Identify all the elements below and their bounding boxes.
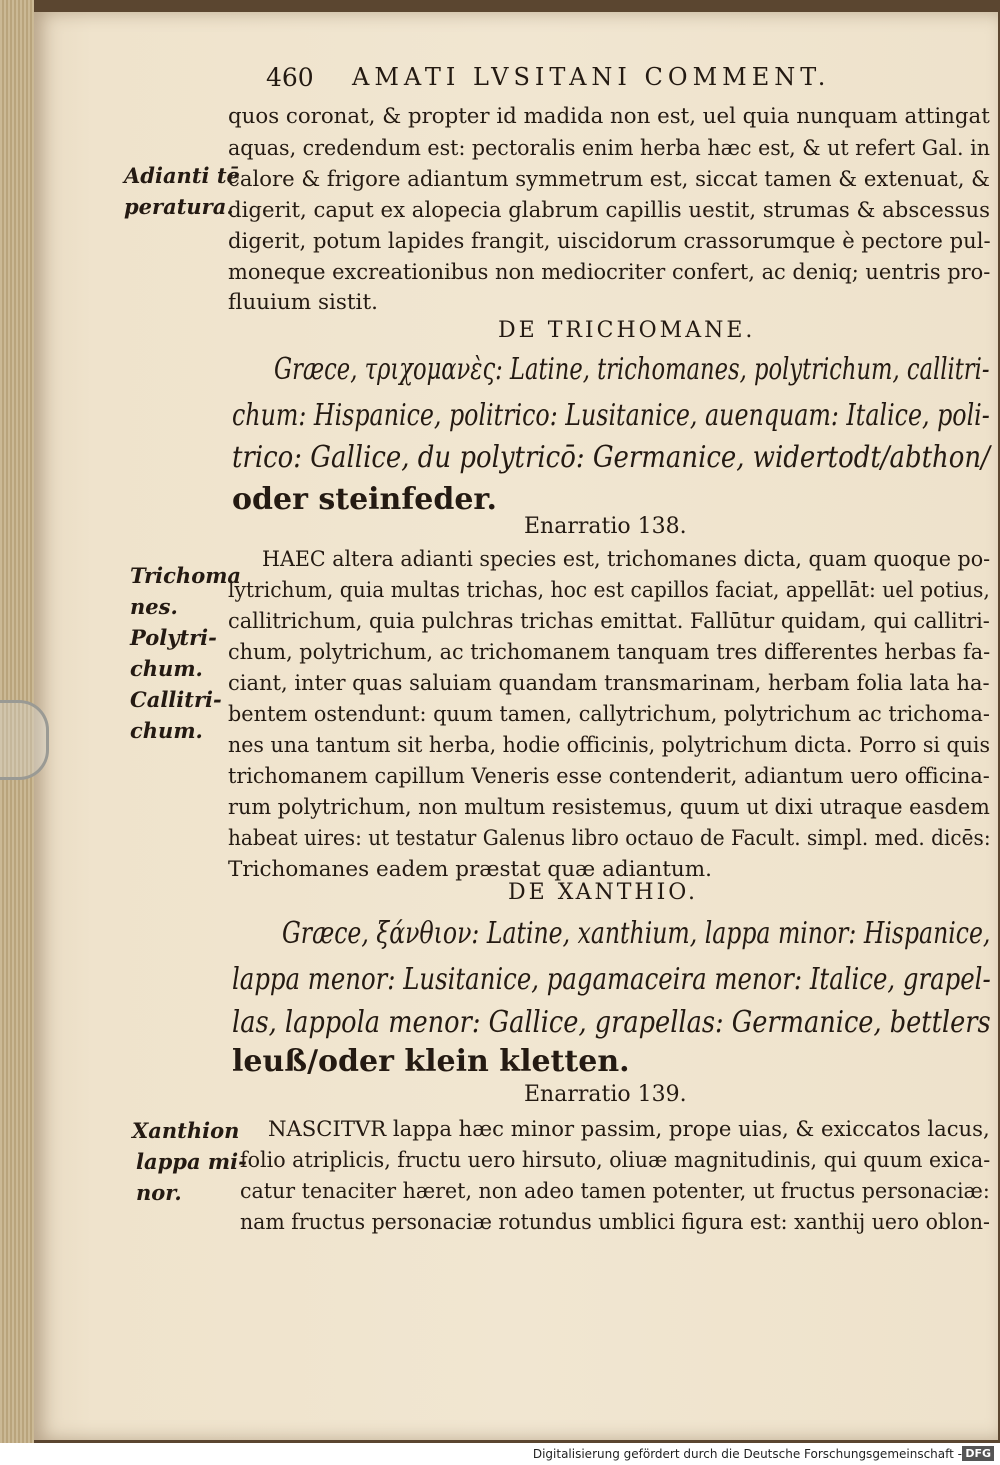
synonym-line: Græce, ξάνθιον: Latine, xanthium, lappa minor: Hispanice, — [282, 916, 991, 951]
text-line: digerit, caput ex alopecia glabrum capillis uestit, strumas & abscessus — [228, 198, 991, 223]
margin-note: chum. — [130, 718, 203, 743]
text-line: ciant, inter quas saluiam quandam transmarinam, herbam folia lata ha- — [228, 671, 990, 696]
text-line: habeat uires: ut testatur Galenus libro octauo de Facult. simpl. med. dicēs: — [228, 826, 991, 851]
margin-note: Polytri- — [130, 625, 217, 650]
text-line: fluuium sistit. — [228, 290, 378, 315]
text-line: aquas, credendum est: pectoralis enim herba hæc est, & ut refert Gal. in — [228, 136, 990, 161]
synonym-line: oder steinfeder. — [232, 482, 497, 517]
text-line: nam fructus personaciæ rotundus umblici figura est: xanthij uero oblon- — [240, 1210, 990, 1235]
synonym-line: leuß/oder klein kletten. — [232, 1044, 630, 1079]
text-line: callitrichum, quia pulchras trichas emittat. Fallūtur quidam, qui callitri- — [228, 609, 990, 634]
section-heading: DE TRICHOMANE. — [498, 318, 756, 343]
narratio-heading: Enarratio 139. — [524, 1082, 687, 1107]
margin-note: Callitri- — [130, 687, 222, 712]
text-line: chum, polytrichum, ac trichomanem tanquam tres differentes herbas fa- — [228, 640, 991, 665]
margin-note: nor. — [136, 1180, 182, 1205]
text-line: NASCITVR lappa hæc minor passim, prope uias, & exiccatos lacus, — [268, 1117, 990, 1142]
dfg-logo-icon: DFG — [962, 1446, 994, 1461]
margin-note: Trichoma — [130, 563, 242, 588]
text-line: rum polytrichum, non multum resistemus, quum ut dixi utraque easdem — [228, 795, 990, 820]
text-line: moneque excreationibus non mediocriter confert, ac deniq; uentris pro- — [228, 260, 991, 285]
margin-note: nes. — [130, 594, 178, 619]
synonym-line: las, lappola menor: Gallice, grapellas: Germanice, bettlers — [232, 1005, 991, 1040]
running-title: AMATI LVSITANI COMMENT. — [352, 63, 831, 91]
margin-note: Adianti tē — [124, 163, 240, 188]
margin-note: Xanthion — [132, 1118, 240, 1143]
synonym-line: trico: Gallice, du polytricō: Germanice, widertodt/abthon/ — [232, 440, 990, 475]
page-number: 460 — [266, 63, 314, 92]
text-line: folio atriplicis, fructu uero hirsuto, oliuæ magnitudinis, qui quum exica- — [240, 1148, 991, 1173]
margin-note: lappa mi- — [136, 1149, 247, 1174]
text-line: lytrichum, quia multas trichas, hoc est capillos faciat, appellāt: uel potius, — [228, 578, 990, 603]
text-line: quos coronat, & propter id madida non est, uel quia nunquam attingat — [228, 104, 990, 129]
synonym-line: lappa menor: Lusitanice, pagamaceira menor: Italice, grapel- — [232, 962, 991, 997]
text-line: HAEC altera adianti species est, trichomanes dicta, quam quoque po- — [262, 547, 991, 572]
text-line: digerit, potum lapides frangit, uiscidorum crassorumque è pectore pul- — [228, 229, 991, 254]
margin-note: peratura. — [124, 194, 234, 219]
text-line: bentem ostendunt: quum tamen, callytrichum, polytrichum ac trichoma- — [228, 702, 990, 727]
synonym-line: chum: Hispanice, politrico: Lusitanice, auenquam: Italice, poli- — [232, 398, 990, 433]
margin-note: chum. — [130, 656, 203, 681]
page-clip — [0, 700, 49, 780]
dfg-credit: Digitalisierung gefördert durch die Deutsche Forschungsgemeinschaft - — [532, 1447, 962, 1461]
text-line: Trichomanes eadem præstat quæ adiantum. — [228, 857, 712, 882]
narratio-heading: Enarratio 138. — [524, 514, 687, 539]
text-line: catur tenaciter hæret, non adeo tamen potenter, ut fructus personaciæ: — [240, 1179, 990, 1204]
text-line: calore & frigore adiantum symmetrum est, siccat tamen & extenuat, & — [228, 167, 991, 192]
text-line: nes una tantum sit herba, hodie officinis, polytrichum dicta. Porro si quis — [228, 733, 991, 758]
section-heading: DE XANTHIO. — [508, 880, 698, 905]
synonym-line: Græce, τριχομανὲς: Latine, trichomanes, polytrichum, callitri- — [274, 352, 990, 387]
text-line: trichomanem capillum Veneris esse contenderit, adiantum uero officina- — [228, 764, 990, 789]
